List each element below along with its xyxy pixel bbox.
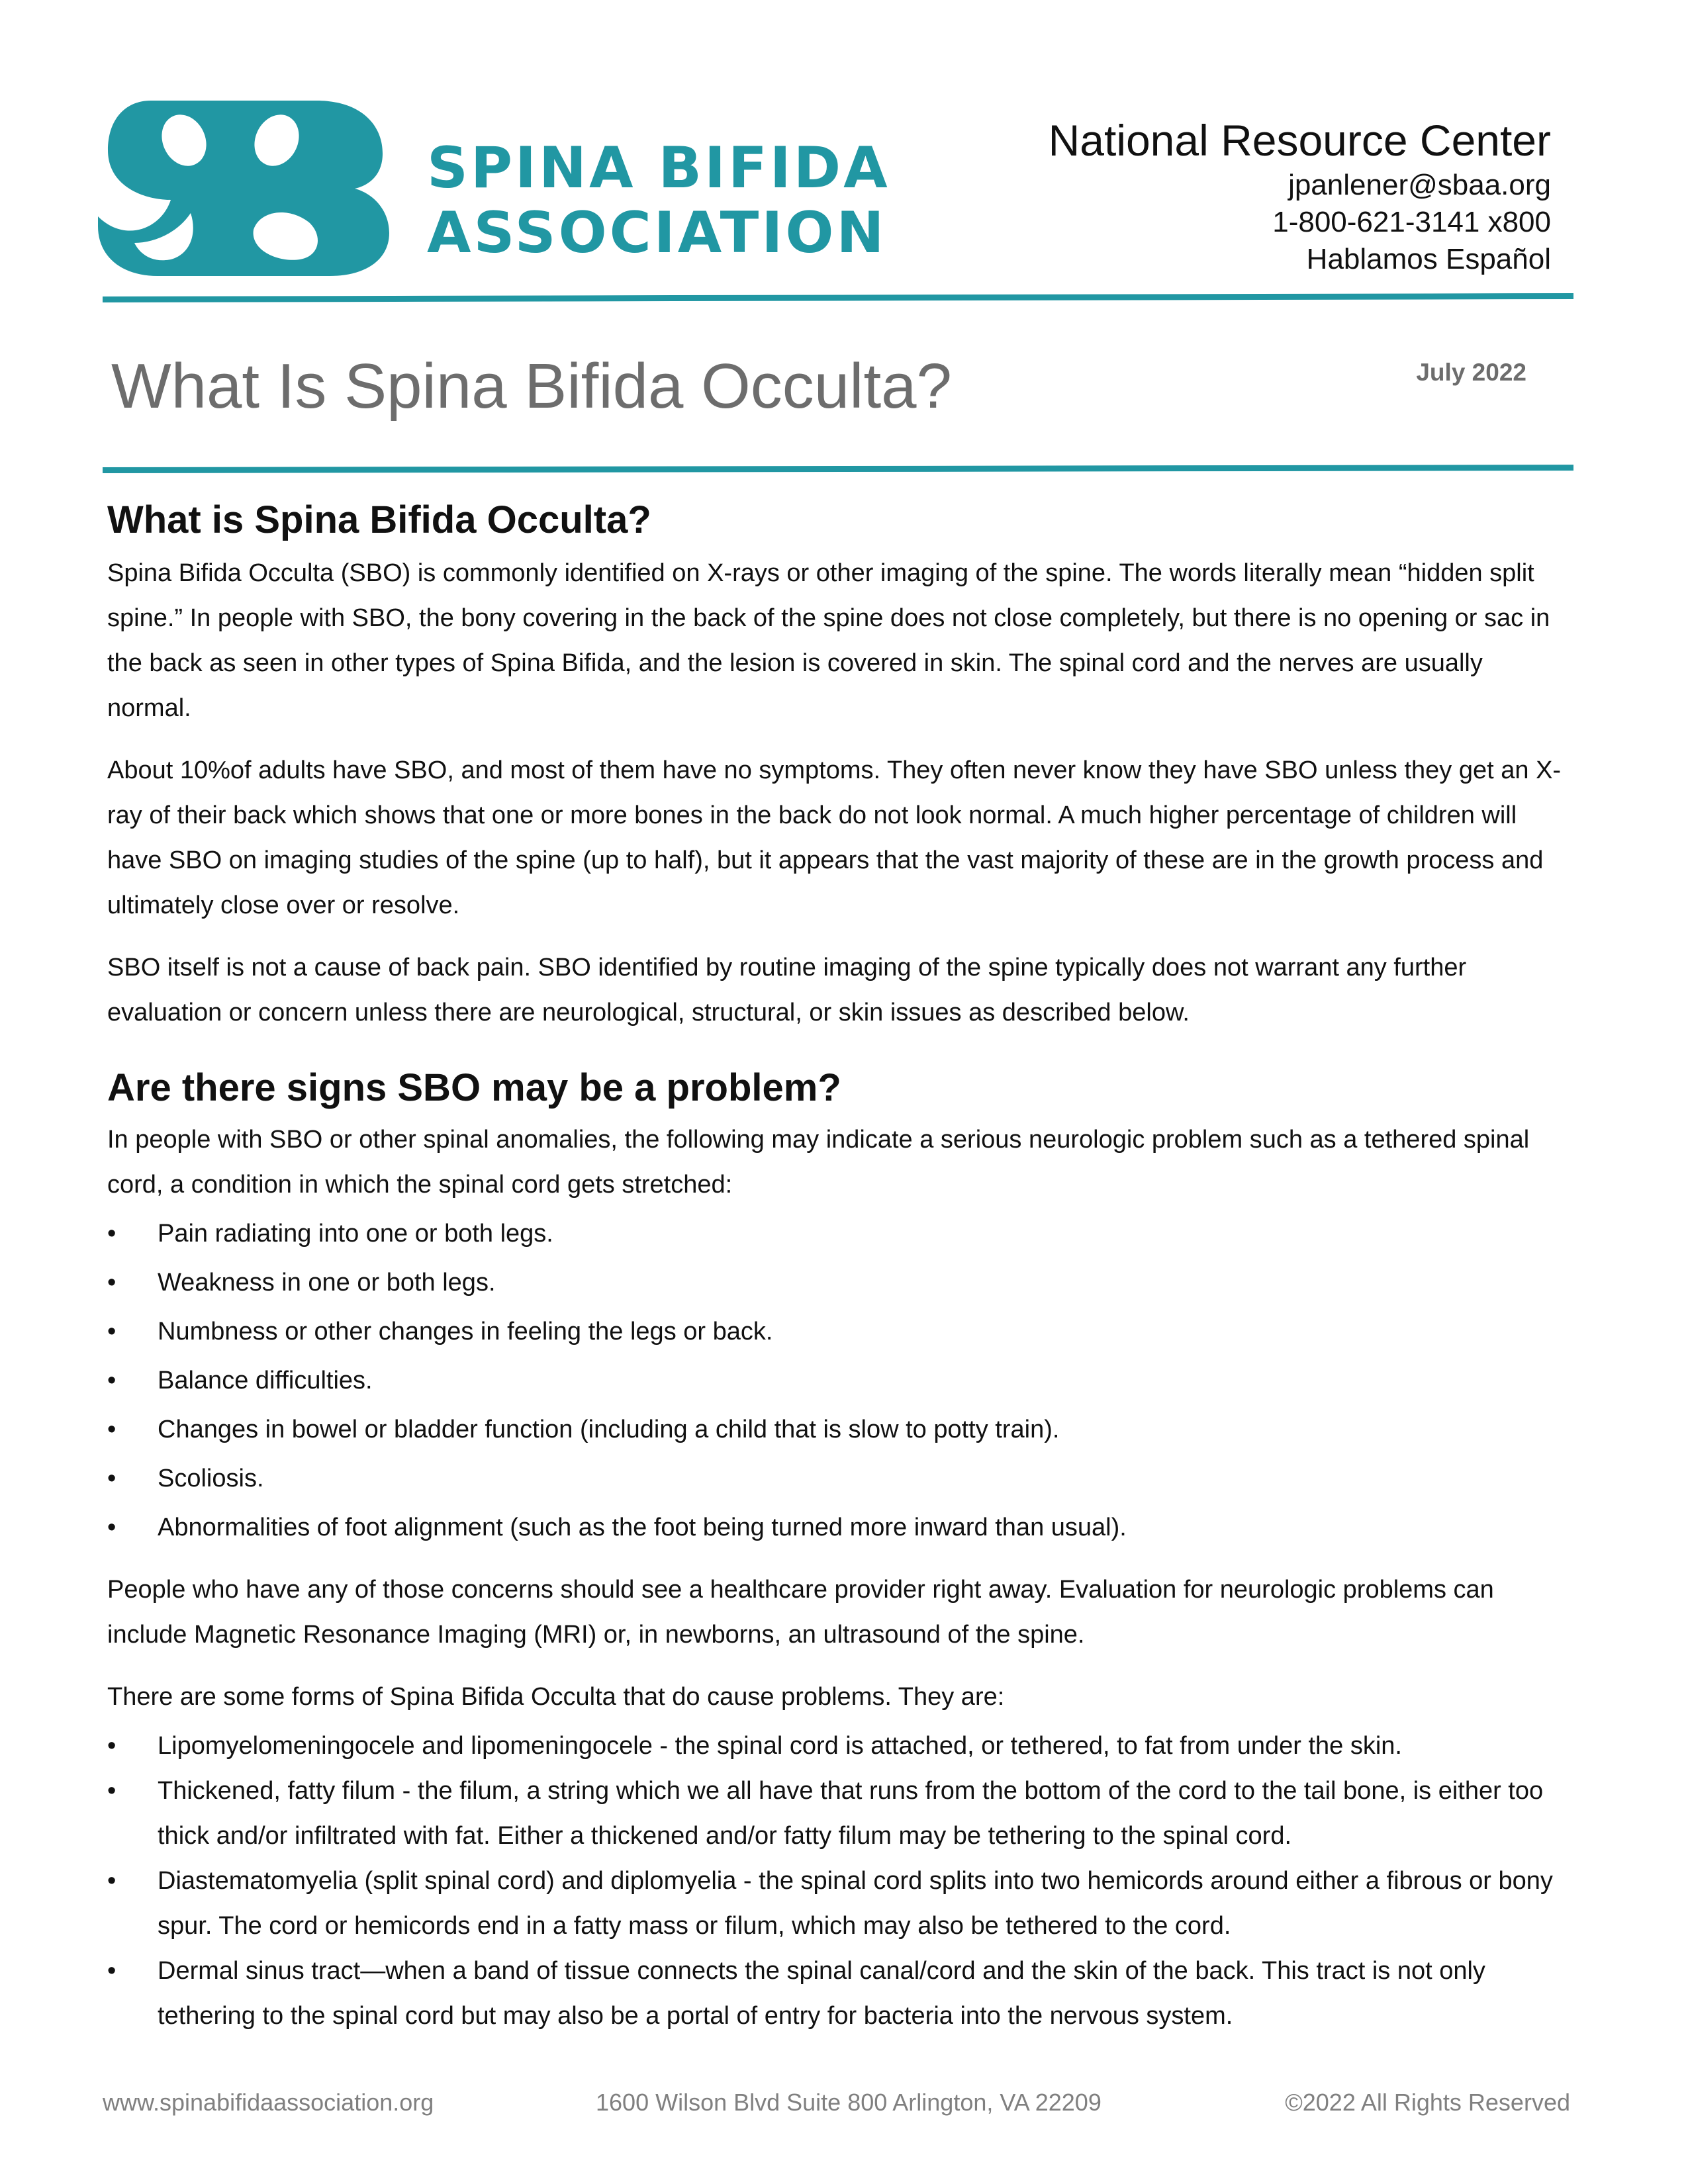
- bullet-icon: •: [107, 1318, 117, 1345]
- list-item: [107, 1358, 1570, 1403]
- list-item-text: Balance difficulties.: [158, 1367, 373, 1394]
- list-item: [107, 1768, 1570, 1858]
- bullet-icon: •: [107, 1867, 117, 1895]
- list-item-text: Numbness or other changes in feeling the legs or back.: [158, 1318, 773, 1345]
- bullet-icon: •: [107, 1416, 117, 1443]
- document-date: July 2022: [1416, 359, 1526, 386]
- bullet-icon: •: [107, 1514, 117, 1541]
- bullet-icon: •: [107, 1957, 117, 1985]
- list-item-text: Scoliosis.: [158, 1465, 264, 1492]
- resource-center-title: National Resource Center: [1048, 116, 1551, 165]
- list-item: [107, 1456, 1570, 1501]
- list-item: [107, 1858, 1570, 1948]
- main-content: [107, 496, 1570, 2056]
- org-name-line2: ASSOCIATION: [427, 200, 887, 266]
- list-item-text: Abnormalities of foot alignment (such as the foot being turned more inward than usual).: [158, 1514, 1127, 1541]
- bullet-icon: •: [107, 1732, 117, 1760]
- bullet-icon: •: [107, 1220, 117, 1248]
- list-item-text: Diastematomyelia (split spinal cord) and diplomyelia - the spinal cord splits into two hemicords around either a fibrous or bony spur. The cord or hemicords end in a fatty mass or filum, which may also be tethered to the cord.: [158, 1867, 1553, 1940]
- list-item-text: Changes in bowel or bladder function (including a child that is slow to potty train).: [158, 1416, 1060, 1443]
- list-item: [107, 1407, 1570, 1452]
- list-item-text: Thickened, fatty filum - the filum, a string which we all have that runs from the bottom of the cord to the tail bone, is either too thick and/or infiltrated with fat. Either a thickened and/or fatty filum may be tethering to the spinal cord.: [158, 1777, 1544, 1850]
- sb-logo-icon: [98, 101, 389, 276]
- paragraph: About 10%of adults have SBO, and most of them have no symptoms. They often never know they have SBO unless they get an X-ray of their back which shows that one or more bones in the back do not look normal. A much higher percentage of children will have SBO on imaging studies of the spine (up to half), but it appears that the vast majority of these are in the growth process and ultimately close over or resolve.: [107, 756, 1562, 919]
- paragraph: There are some forms of Spina Bifida Occulta that do cause problems. They are:: [107, 1683, 1005, 1711]
- section-heading-signs: Are there signs SBO may be a problem?: [107, 1066, 841, 1109]
- forms-list: [107, 1723, 1570, 2038]
- bullet-icon: •: [107, 1367, 117, 1394]
- bullet-icon: •: [107, 1465, 117, 1492]
- signs-list: [107, 1211, 1570, 1550]
- contact-phone: 1-800-621-3141 x800: [1272, 206, 1551, 238]
- header-divider: [103, 293, 1573, 302]
- footer-copyright: ©2022 All Rights Reserved: [1285, 2089, 1570, 2116]
- title-divider: [103, 465, 1573, 473]
- page-title: What Is Spina Bifida Occulta?: [111, 351, 952, 422]
- contact-email[interactable]: jpanlener@sbaa.org: [1288, 169, 1551, 201]
- paragraph: People who have any of those concerns should see a healthcare provider right away. Evaluation for neurologic problems can include Magnetic Resonance Imaging (MRI) or, in newborns, an ultrasound of the spine.: [107, 1576, 1494, 1649]
- organization-name: [427, 136, 890, 265]
- list-item-text: Lipomyelomeningocele and lipomeningocele - the spinal cord is attached, or tethered, to fat from under the skin.: [158, 1732, 1402, 1760]
- list-item: [107, 1505, 1570, 1550]
- list-item-text: Weakness in one or both legs.: [158, 1269, 496, 1297]
- footer-website-link[interactable]: www.spinabifidaassociation.org: [103, 2089, 434, 2116]
- page-footer: [103, 2089, 1570, 2122]
- contact-block: [1049, 114, 1551, 278]
- paragraph: Spina Bifida Occulta (SBO) is commonly identified on X-rays or other imaging of the spine. The words literally mean “hidden split spine.” In people with SBO, the bony covering in the back of the spine does not close completely, but there is no opening or sac in the back as seen in other types of Spina Bifida, and the lesion is covered in skin. The spinal cord and the nerves are usually normal.: [107, 559, 1550, 722]
- contact-language: Hablamos Español: [1306, 243, 1551, 275]
- list-item: [107, 1260, 1570, 1305]
- list-item: [107, 1723, 1570, 1768]
- footer-address: 1600 Wilson Blvd Suite 800 Arlington, VA 22209: [596, 2089, 1102, 2116]
- paragraph: SBO itself is not a cause of back pain. SBO identified by routine imaging of the spine typically does not warrant any further evaluation or concern unless there are neurological, structural, or skin issues as described below.: [107, 954, 1467, 1026]
- list-item: [107, 1309, 1570, 1354]
- list-item-text: Pain radiating into one or both legs.: [158, 1220, 553, 1248]
- bullet-icon: •: [107, 1777, 117, 1805]
- org-name-line1: SPINA BIFIDA: [427, 135, 890, 201]
- bullet-icon: •: [107, 1269, 117, 1297]
- list-item: [107, 1211, 1570, 1256]
- section-heading-what-is-sbo: What is Spina Bifida Occulta?: [107, 498, 651, 541]
- paragraph: In people with SBO or other spinal anomalies, the following may indicate a serious neurologic problem such as a tethered spinal cord, a condition in which the spinal cord gets stretched:: [107, 1126, 1530, 1199]
- list-item-text: Dermal sinus tract—when a band of tissue connects the spinal canal/cord and the skin of the back. This tract is not only tethering to the spinal cord but may also be a portal of entry for bacteria into the nervous system.: [158, 1957, 1485, 2030]
- list-item: [107, 1948, 1570, 2038]
